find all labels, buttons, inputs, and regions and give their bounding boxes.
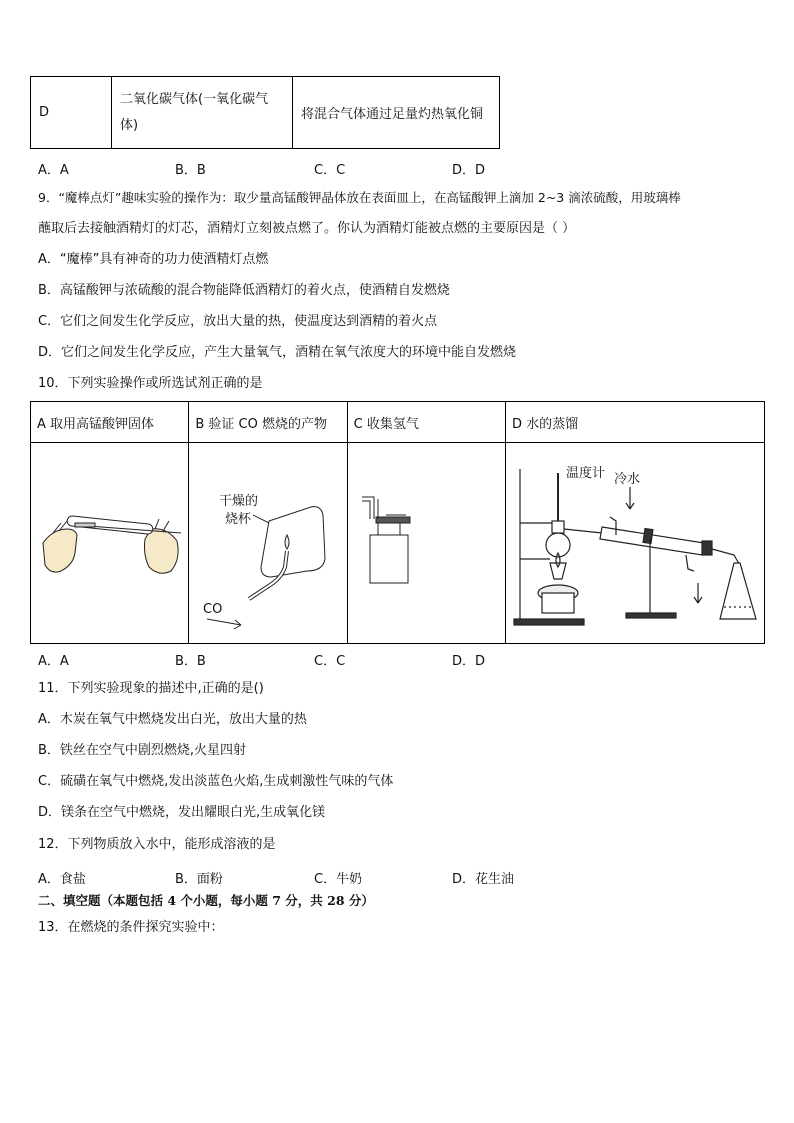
- q10-header-c: C 收集氢气: [347, 402, 505, 443]
- figure-a-hands-test-tube: [31, 443, 188, 639]
- q11-stem: 11．下列实验现象的描述中,正确的是(): [38, 681, 264, 696]
- q10-figure-b-cell: [189, 443, 347, 644]
- figure-b-label-beaker: 烧杯: [225, 512, 252, 527]
- q12-stem: 12．下列物质放入水中，能形成溶液的是: [38, 837, 276, 852]
- q10-header-a: A 取用高锰酸钾固体: [31, 402, 189, 443]
- q11-option-d: D．镁条在空气中燃烧，发出耀眼白光,生成氧化镁: [38, 805, 326, 820]
- q10-option-d: D．D: [452, 654, 486, 669]
- q10-figure-table: [30, 401, 765, 644]
- q10-option-a: A．A: [38, 654, 69, 669]
- q9-stem-line2: 蘸取后去接触酒精灯的灯芯，酒精灯立刻被点燃了。你认为酒精灯能被点燃的主要原因是（ ）: [38, 221, 576, 236]
- q8-option-a: A．A: [38, 163, 69, 178]
- q12-option-c: C．牛奶: [314, 872, 363, 887]
- q9-option-b: B．高锰酸钾与浓硫酸的混合物能降低酒精灯的着火点，使酒精自发燃烧: [38, 283, 450, 298]
- q9-option-c: C．它们之间发生化学反应，放出大量的热，使温度达到酒精的着火点: [38, 314, 438, 329]
- q9-option-d: D．它们之间发生化学反应，产生大量氧气，酒精在氧气浓度大的环境中能自发燃烧: [38, 345, 517, 360]
- q9-option-a: A．“魔棒”具有神奇的功力使酒精灯点燃: [38, 252, 269, 267]
- table-cell-method: 将混合气体通过足量灼热氧化铜: [293, 77, 500, 149]
- q12-option-a: A．食盐: [38, 872, 86, 887]
- figure-d-label-thermometer: 温度计: [566, 466, 606, 481]
- figure-b-label-co: CO: [203, 602, 223, 617]
- figure-b-co-combustion: [189, 443, 346, 639]
- q10-header-d: D 水的蒸馏: [506, 402, 765, 443]
- table-cell-substance: [112, 77, 293, 149]
- q10-option-c: C．C: [314, 654, 346, 669]
- figure-b-label-dry: 干燥的: [219, 494, 259, 509]
- q10-figure-a-cell: [31, 443, 189, 644]
- q8-option-b: B．B: [175, 163, 206, 178]
- table-cell-substance-line1: 二氧化碳气体(一氧化碳气: [120, 91, 269, 107]
- q8-option-c: C．C: [314, 163, 346, 178]
- options-table-row-d: [30, 76, 500, 149]
- table-cell-label: D: [31, 77, 112, 149]
- q11-option-a: A．木炭在氧气中燃烧发出白光，放出大量的热: [38, 712, 307, 727]
- q10-figure-d-cell: [506, 443, 765, 644]
- q12-option-b: B．面粉: [175, 872, 223, 887]
- q12-option-d: D．花生油: [452, 872, 515, 887]
- q10-option-b: B．B: [175, 654, 206, 669]
- q8-option-d: D．D: [452, 163, 486, 178]
- table-cell-substance-line2: 体): [120, 117, 139, 133]
- q10-figure-c-cell: [347, 443, 505, 644]
- q10-header-b: B 验证 CO 燃烧的产物: [189, 402, 347, 443]
- section-2-heading: 二、填空题（本题包括 4 个小题，每小题 7 分，共 28 分）: [38, 893, 374, 908]
- q9-stem-line1: 9．“魔棒点灯”趣味实验的操作为：取少量高锰酸钾晶体放在表面皿上，在高锰酸钾上滴加 2~3 滴浓硫酸，用玻璃棒: [38, 190, 681, 205]
- q11-option-c: C．硫磺在氧气中燃烧,发出淡蓝色火焰,生成刺激性气味的气体: [38, 774, 394, 789]
- figure-d-label-cold-water: 冷水: [614, 472, 641, 487]
- figure-d-distillation: [506, 443, 764, 639]
- q11-option-b: B．铁丝在空气中剧烈燃烧,火星四射: [38, 743, 247, 758]
- q10-stem: 10．下列实验操作或所选试剂正确的是: [38, 376, 263, 391]
- q13-stem: 13．在燃烧的条件探究实验中：: [38, 920, 224, 935]
- figure-c-gas-bottle: [348, 443, 505, 639]
